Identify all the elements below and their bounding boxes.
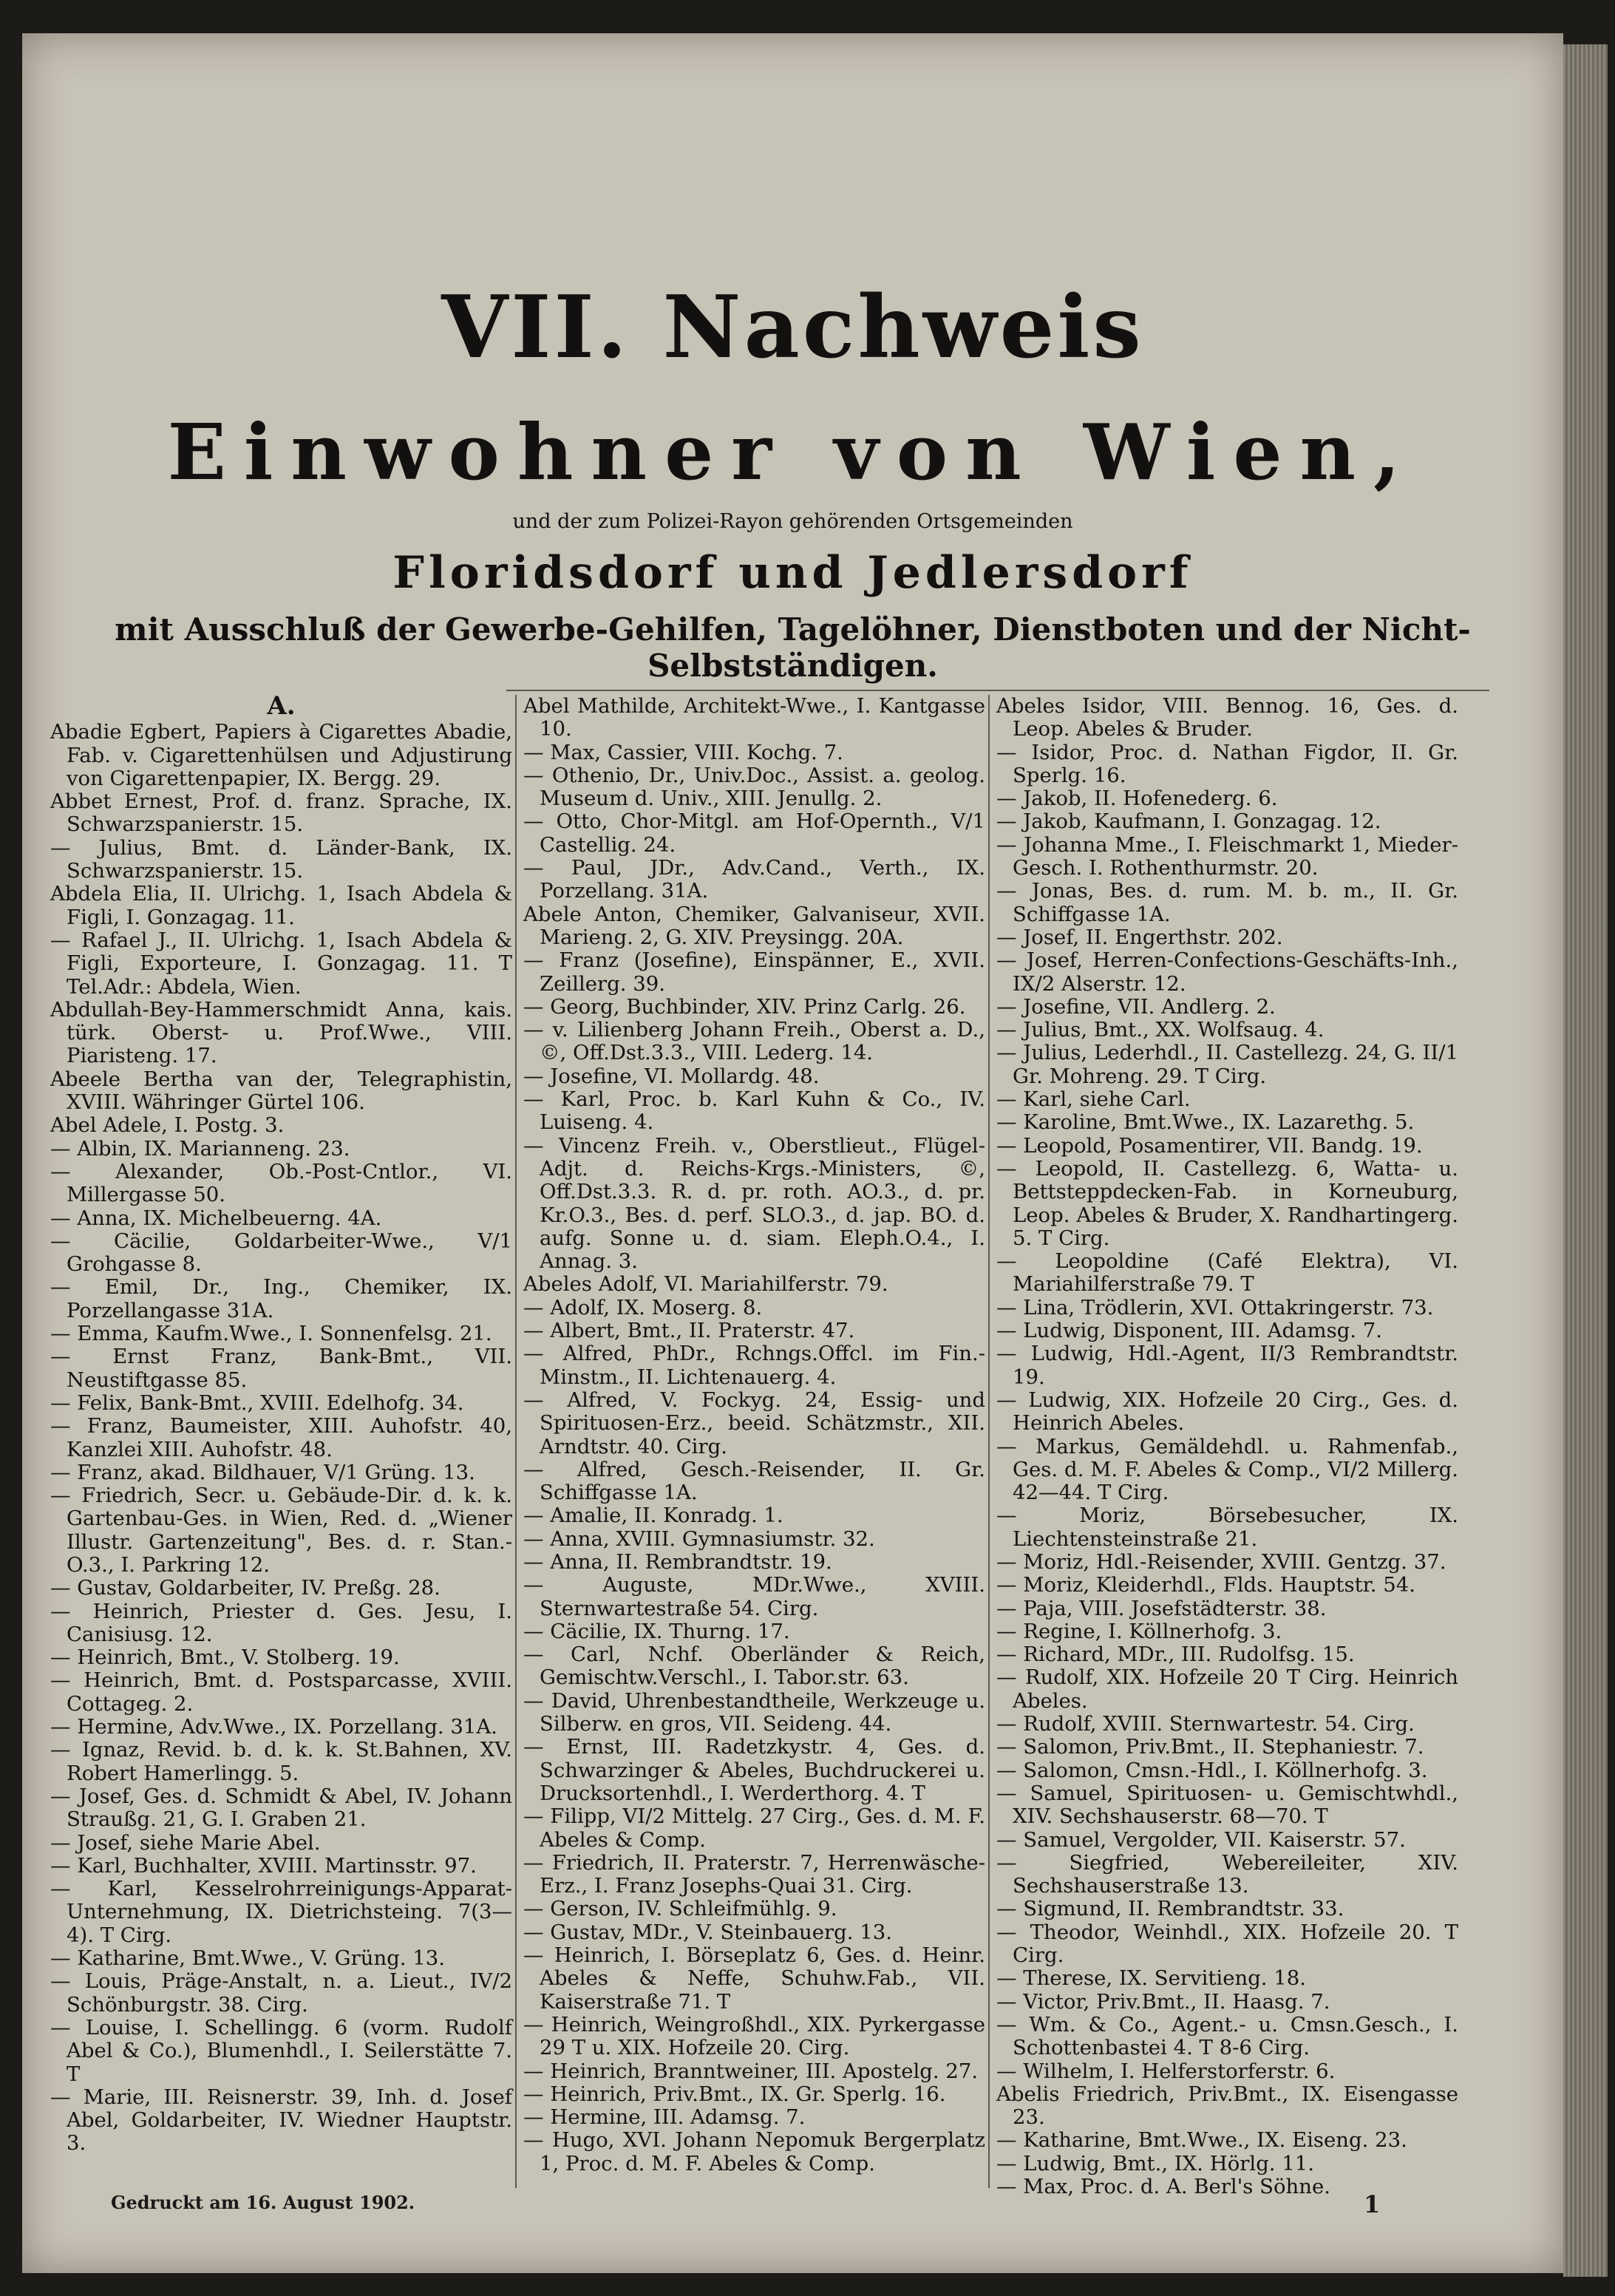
directory-entry: — Ludwig, XIX. Hofzeile 20 Cirg., Ges. d. Heinrich Abeles. <box>996 1388 1458 1436</box>
directory-entry: — Sigmund, II. Rembrandtstr. 33. <box>996 1897 1344 1921</box>
directory-entry: — Alfred, Gesch.-Reisender, II. Gr. Schiffgasse 1A. <box>523 1457 985 1505</box>
directory-entry: — Jakob, II. Hofenederg. 6. <box>996 787 1278 811</box>
directory-entry: — Julius, Lederhdl., II. Castellezg. 24, G. II/1 Gr. Mohreng. 29. T Cirg. <box>996 1041 1458 1088</box>
directory-entry: — Jonas, Bes. d. rum. M. b. m., II. Gr. Schiffgasse 1A. <box>996 879 1458 926</box>
directory-entry: — Ignaz, Revid. b. d. k. k. St.Bahnen, XV. Robert Hamerlingg. 5. <box>50 1738 512 1785</box>
directory-entry: — Louis, Präge-Anstalt, n. a. Lieut., IV/2 Schönburgstr. 38. Cirg. <box>50 1969 512 2017</box>
directory-entry: — Anna, XVIII. Gymnasiumstr. 32. <box>523 1526 875 1551</box>
directory-entry: — Albin, IX. Marianneng. 23. <box>50 1136 350 1161</box>
directory-entry: — Georg, Buchbinder, XIV. Prinz Carlg. 26. <box>523 994 966 1019</box>
column-divider <box>988 695 990 2188</box>
directory-entry: — Alexander, Ob.-Post-Cntlor., VI. Millergasse 50. <box>50 1159 512 1207</box>
directory-entry: — Leopoldine (Café Elektra), VI. Mariahilferstraße 79. T <box>996 1249 1458 1297</box>
directory-entry: — Gerson, IV. Schleifmühlg. 9. <box>523 1897 837 1921</box>
header-line-3: und der zum Polizei-Rayon gehörenden Ortsgemeinden <box>512 510 1073 533</box>
directory-entry: Abel Adele, I. Postg. 3. <box>50 1113 285 1138</box>
directory-entry: — Gustav, Goldarbeiter, IV. Preßg. 28. <box>50 1576 441 1600</box>
directory-entry: — Franz, akad. Bildhauer, V/1 Grüng. 13. <box>50 1460 475 1484</box>
directory-entry: — Hermine, Adv.Wwe., IX. Porzellang. 31A. <box>50 1715 497 1739</box>
directory-entry: — Otto, Chor-Mitgl. am Hof-Opernth., V/1 Castellig. 24. <box>523 809 985 857</box>
directory-entry: — Vincenz Freih. v., Oberstlieut., Flügel-Adjt. d. Reichs-Krgs.-Ministers, ©, Off.Dst.3.3. R. d. pr. roth. AO.3., d. pr. Kr.O.3., Bes. d. perf. SLO.3., d. jap. BO. d. aufg. Sonne u. d. siam. Eleph.O.4., I. Annag. 3. <box>523 1133 985 1274</box>
section-letter: A. <box>267 691 296 721</box>
directory-entry: — Friedrich, Secr. u. Gebäude-Dir. d. k. k. Gartenbau-Ges. in Wien, Red. d. „Wiener Illustr. Gartenzeitung", Bes. d. r. Stan.-O.3., I. Parkring 12. <box>50 1484 512 1577</box>
directory-entry: — Emma, Kaufm.Wwe., I. Sonnenfelsg. 21. <box>50 1322 492 1346</box>
page-title: VII. Nachweis <box>441 277 1144 378</box>
directory-entry: — Josef, Herren-Confections-Geschäfts-Inh., IX/2 Alserstr. 12. <box>996 948 1458 996</box>
directory-entry: — Moriz, Kleiderhdl., Flds. Hauptstr. 54. <box>996 1573 1415 1597</box>
directory-entry: — Josefine, VI. Mollardg. 48. <box>523 1064 820 1088</box>
directory-entry: — Carl, Nchf. Oberländer & Reich, Gemischtw.Verschl., I. Tabor.str. 63. <box>523 1643 985 1690</box>
print-date: Gedruckt am 16. August 1902. <box>111 2192 415 2213</box>
directory-entry: — Heinrich, Bmt., V. Stolberg. 19. <box>50 1645 400 1670</box>
directory-entry: — Karl, siehe Carl. <box>996 1087 1191 1112</box>
directory-entry: — Karl, Kesselrohrreinigungs-Apparat-Unternehmung, IX. Dietrichsteing. 7(3—4). T Cirg. <box>50 1877 512 1947</box>
directory-entry: — Ernst, III. Radetzkystr. 4, Ges. d. Schwarzinger & Abeles, Buchdruckerei u. Drucksortenhdl., I. Werderthorg. 4. T <box>523 1735 985 1805</box>
directory-entry: — Heinrich, I. Börseplatz 6, Ges. d. Heinr. Abeles & Neffe, Schuhw.Fab., VII. Kaiserstraße 71. T <box>523 1943 985 2014</box>
book-spine-edge <box>1563 44 1608 2277</box>
directory-entry: Abdela Elia, II. Ulrichg. 1, Isach Abdela & Figli, I. Gonzagag. 11. <box>50 882 512 929</box>
directory-entry: — Franz, Baumeister, XIII. Auhofstr. 40, Kanzlei XIII. Auhofstr. 48. <box>50 1414 512 1461</box>
directory-entry: — Ludwig, Bmt., IX. Hörlg. 11. <box>996 2151 1315 2176</box>
directory-entry: — Josef, Ges. d. Schmidt & Abel, IV. Johann Straußg. 21, G. I. Graben 21. <box>50 1784 512 1832</box>
page-number: 1 <box>1364 2190 1381 2218</box>
directory-entry: — Salomon, Priv.Bmt., II. Stephaniestr. 7. <box>996 1735 1424 1759</box>
directory-entry: — Max, Proc. d. A. Berl's Söhne. <box>996 2175 1330 2198</box>
directory-entry: — Karl, Buchhalter, XVIII. Martinsstr. 97. <box>50 1853 477 1878</box>
directory-entry: — Filipp, VI/2 Mittelg. 27 Cirg., Ges. d. M. F. Abeles & Comp. <box>523 1804 985 1852</box>
directory-entry: — Josef, II. Engerthstr. 202. <box>996 925 1283 949</box>
directory-entry: — Hugo, XVI. Johann Nepomuk Bergerplatz 1, Proc. d. M. F. Abeles & Comp. <box>523 2128 985 2176</box>
directory-entry: — Leopold, II. Castellezg. 6, Watta- u. Bettsteppdecken-Fab. in Korneuburg, Leop. Abeles & Bruder, X. Randhartingerg. 5. T Cirg. <box>996 1156 1458 1250</box>
directory-entry: — Adolf, IX. Moserg. 8. <box>523 1295 763 1319</box>
directory-entry: — Ludwig, Disponent, III. Adamsg. 7. <box>996 1319 1383 1343</box>
directory-entry: — Julius, Bmt., XX. Wolfsaug. 4. <box>996 1018 1325 1042</box>
directory-entry: — Heinrich, Priester d. Ges. Jesu, I. Canisiusg. 12. <box>50 1599 512 1646</box>
directory-entry: — David, Uhrenbestandtheile, Werkzeuge u. Silberw. en gros, VII. Seideng. 44. <box>523 1688 985 1736</box>
column-divider <box>515 695 517 2188</box>
directory-entry: — Alfred, V. Fockyg. 24, Essig- und Spirituosen-Erz., beeid. Schätzmstr., XII. Arndtstr. 40. Cirg. <box>523 1388 985 1458</box>
directory-entry: — Friedrich, II. Praterstr. 7, Herrenwäsche-Erz., I. Franz Josephs-Quai 31. Cirg. <box>523 1850 985 1898</box>
book-page <box>22 33 1563 2273</box>
directory-column-1 <box>50 691 512 2156</box>
directory-entry: Abeele Bertha van der, Telegraphistin, XVIII. Währinger Gürtel 106. <box>50 1067 512 1115</box>
directory-entry: — Katharine, Bmt.Wwe., IX. Eiseng. 23. <box>996 2128 1407 2153</box>
directory-entry: Abel Mathilde, Architekt-Wwe., I. Kantgasse 10. <box>523 694 985 741</box>
directory-entry: — Emil, Dr., Ing., Chemiker, IX. Porzellangasse 31A. <box>50 1275 512 1322</box>
directory-entry: — Katharine, Bmt.Wwe., V. Grüng. 13. <box>50 1946 446 1971</box>
directory-entry: — Wm. & Co., Agent.- u. Cmsn.Gesch., I. Schottenbastei 4. T 8-6 Cirg. <box>996 2012 1458 2060</box>
directory-entry: — Josef, siehe Marie Abel. <box>50 1830 321 1855</box>
directory-entry: — Heinrich, Bmt. d. Postsparcasse, XVIII. Cottageg. 2. <box>50 1668 512 1716</box>
directory-entry: — Paja, VIII. Josefstädterstr. 38. <box>996 1596 1327 1620</box>
directory-entry: — Cäcilie, Goldarbeiter-Wwe., V/1 Grohgasse 8. <box>50 1229 512 1277</box>
directory-entry: — Josefine, VII. Andlerg. 2. <box>996 994 1276 1019</box>
page-subtitle: Einwohner von Wien, <box>167 407 1418 497</box>
directory-entry: — Ludwig, Hdl.-Agent, II/3 Rembrandtstr. 19. <box>996 1342 1458 1389</box>
directory-entry: — Marie, III. Reisnerstr. 39, Inh. d. Josef Abel, Goldarbeiter, IV. Wiedner Hauptstr. 3. <box>50 2085 512 2156</box>
directory-entry: — Markus, Gemäldehdl. u. Rahmenfab., Ges. d. M. F. Abeles & Comp., VI/2 Millerg. 42—44. T Cirg. <box>996 1434 1458 1505</box>
directory-entry: — Franz (Josefine), Einspänner, E., XVII. Zeillerg. 39. <box>523 948 985 996</box>
directory-entry: — v. Lilienberg Johann Freih., Oberst a. D., ©, Off.Dst.3.3., VIII. Lederg. 14. <box>523 1018 985 1065</box>
directory-entry: — Gustav, MDr., V. Steinbauerg. 13. <box>523 1920 892 1944</box>
directory-entry: — Siegfried, Webereileiter, XIV. Sechshauserstraße 13. <box>996 1850 1458 1898</box>
directory-entry: — Isidor, Proc. d. Nathan Figdor, II. Gr. Sperlg. 16. <box>996 740 1458 787</box>
directory-entry: — Victor, Priv.Bmt., II. Haasg. 7. <box>996 1989 1330 2014</box>
directory-entry: Abeles Adolf, VI. Mariahilferstr. 79. <box>523 1272 888 1297</box>
directory-entry: — Rudolf, XIX. Hofzeile 20 T Cirg. Heinrich Abeles. <box>996 1665 1458 1713</box>
directory-entry: — Anna, IX. Michelbeuerng. 4A. <box>50 1206 382 1230</box>
directory-entry: — Therese, IX. Servitieng. 18. <box>996 1966 1307 1991</box>
directory-entry: — Moriz, Börsebesucher, IX. Liechtensteinstraße 21. <box>996 1504 1458 1551</box>
directory-entry: — Leopold, Posamentirer, VII. Bandg. 19. <box>996 1133 1423 1158</box>
directory-entry: Abeles Isidor, VIII. Bennog. 16, Ges. d. Leop. Abeles & Bruder. <box>996 694 1458 741</box>
directory-entry: Abbet Ernest, Prof. d. franz. Sprache, IX. Schwarzspanierstr. 15. <box>50 789 512 837</box>
directory-entry: — Heinrich, Priv.Bmt., IX. Gr. Sperlg. 16. <box>523 2082 946 2106</box>
directory-entry: — Louise, I. Schellingg. 6 (vorm. Rudolf Abel & Co.), Blumenhdl., I. Seilerstätte 7. T <box>50 2015 512 2086</box>
directory-entry: — Julius, Bmt. d. Länder-Bank, IX. Schwarzspanierstr. 15. <box>50 835 512 883</box>
directory-entry: — Richard, MDr., III. Rudolfsg. 15. <box>996 1643 1355 1667</box>
directory-entry: — Max, Cassier, VIII. Kochg. 7. <box>523 740 843 764</box>
directory-entry: — Jakob, Kaufmann, I. Gonzagag. 12. <box>996 809 1381 834</box>
directory-entry: — Moriz, Hdl.-Reisender, XVIII. Gentzg. 37. <box>996 1549 1446 1574</box>
directory-entry: — Theodor, Weinhdl., XIX. Hofzeile 20. T Cirg. <box>996 1920 1458 1968</box>
directory-entry: Abdullah-Bey-Hammerschmidt Anna, kais. türk. Oberst- u. Prof.Wwe., VIII. Piaristeng. 17. <box>50 997 512 1068</box>
header-line-5: mit Ausschluß der Gewerbe-Gehilfen, Tagelöhner, Dienstboten und der Nicht-Selbstständigen. <box>115 611 1471 684</box>
directory-entry: — Heinrich, Branntweiner, III. Apostelg. 27. <box>523 2059 979 2083</box>
directory-entry: — Rafael J., II. Ulrichg. 1, Isach Abdela & Figli, Exporteure, I. Gonzagag. 11. T Tel.Adr.: Abdela, Wien. <box>50 928 512 999</box>
directory-entry: — Karoline, Bmt.Wwe., IX. Lazarethg. 5. <box>996 1110 1415 1135</box>
header-line-4: Floridsdorf und Jedlersdorf <box>392 547 1193 599</box>
directory-entry: — Salomon, Cmsn.-Hdl., I. Köllnerhofg. 3. <box>996 1758 1428 1782</box>
directory-entry: — Karl, Proc. b. Karl Kuhn & Co., IV. Luiseng. 4. <box>523 1087 985 1135</box>
directory-entry: — Paul, JDr., Adv.Cand., Verth., IX. Porzellang. 31A. <box>523 856 985 903</box>
directory-entry: — Amalie, II. Konradg. 1. <box>523 1504 783 1528</box>
directory-entry: — Anna, II. Rembrandtstr. 19. <box>523 1549 832 1574</box>
directory-entry: — Cäcilie, IX. Thurng. 17. <box>523 1619 790 1643</box>
directory-column-3 <box>996 695 1458 2198</box>
directory-entry: — Lina, Trödlerin, XVI. Ottakringerstr. 73. <box>996 1295 1434 1319</box>
directory-entry: — Alfred, PhDr., Rchngs.Offcl. im Fin.-Minstm., II. Lichtenauerg. 4. <box>523 1342 985 1389</box>
directory-entry: — Johanna Mme., I. Fleischmarkt 1, Mieder-Gesch. I. Rothenthurmstr. 20. <box>996 832 1458 880</box>
column-top-rule <box>506 690 1489 691</box>
directory-entry: — Othenio, Dr., Univ.Doc., Assist. a. geolog. Museum d. Univ., XIII. Jenullg. 2. <box>523 763 985 811</box>
directory-column-2 <box>523 695 985 2176</box>
directory-entry: — Hermine, III. Adamsg. 7. <box>523 2105 806 2130</box>
directory-entry: — Heinrich, Weingroßhdl., XIX. Pyrkergasse 29 T u. XIX. Hofzeile 20. Cirg. <box>523 2012 985 2060</box>
directory-entry: — Ernst Franz, Bank-Bmt., VII. Neustiftgasse 85. <box>50 1345 512 1392</box>
directory-entry: — Rudolf, XVIII. Sternwartestr. 54. Cirg. <box>996 1712 1415 1736</box>
directory-entry: — Samuel, Vergolder, VII. Kaiserstr. 57. <box>996 1827 1406 1852</box>
directory-entry: Abelis Friedrich, Priv.Bmt., IX. Eisengasse 23. <box>996 2082 1458 2130</box>
directory-entry: — Wilhelm, I. Helferstorferstr. 6. <box>996 2059 1336 2083</box>
directory-entry: Abele Anton, Chemiker, Galvaniseur, XVII. Marieng. 2, G. XIV. Preysingg. 20A. <box>523 902 985 949</box>
directory-entry: Abadie Egbert, Papiers à Cigarettes Abadie, Fab. v. Cigarettenhülsen und Adjustirung von Cigarettenpapier, IX. Bergg. 29. <box>50 720 512 790</box>
directory-entry: — Felix, Bank-Bmt., XVIII. Edelhofg. 34. <box>50 1390 464 1415</box>
directory-entry: — Albert, Bmt., II. Praterstr. 47. <box>523 1319 855 1343</box>
directory-entry: — Auguste, MDr.Wwe., XVIII. Sternwartestraße 54. Cirg. <box>523 1573 985 1620</box>
directory-entry: — Regine, I. Köllnerhofg. 3. <box>996 1619 1282 1643</box>
directory-entry: — Samuel, Spirituosen- u. Gemischtwhdl., XIV. Sechshauserstr. 68—70. T <box>996 1781 1458 1829</box>
